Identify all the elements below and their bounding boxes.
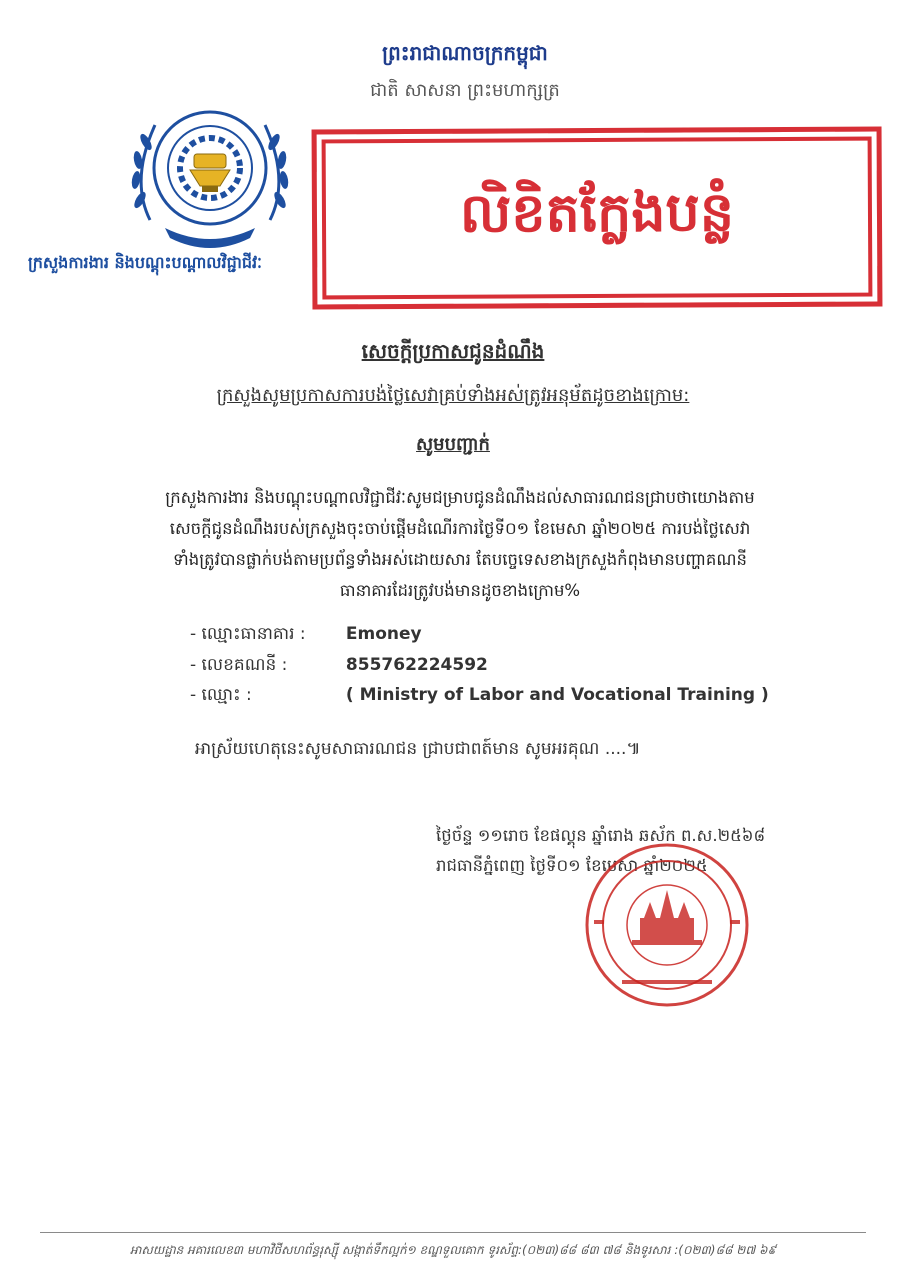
national-motto: ជាតិ សាសនា ព្រះមហាក្សត្រ (370, 80, 560, 101)
account-name-label: - ឈ្មោះ : (190, 685, 252, 705)
body-line: ធានាគារដែរត្រូវបង់មានដូចខាងក្រោម% (339, 581, 581, 600)
ministry-name: ក្រសួងការងារ និងបណ្តុះបណ្តាលវិជ្ជាជីវៈ (28, 253, 262, 272)
bank-name-label: - ឈ្មោះធានាគារ : (190, 624, 306, 644)
footer-address: អាសយដ្ឋាន អគារលេខ៣ មហាវិថីសហព័ន្ធរុស្ស៊ី សង្កាត់ទឹកល្អក់១ ខណ្ឌទួលគោក ទូរស័ព្ទ:(០២៣)៨៨ ៨៣ ៧៨ និងទូរសារ :(០២៣)៨៨ ២៧ ៦៩ (129, 1243, 777, 1257)
body-line: សេចក្តីជូនដំណឹងរបស់ក្រសួងចុះចាប់ផ្តើមដំណើរការថ្ងៃទី០១ ខែមេសា ឆ្នាំ២០២៥ ការបង់ថ្លៃសេវា (169, 519, 751, 538)
footer-divider (40, 1232, 866, 1233)
notice-heading: សូមបញ្ជាក់ (416, 434, 490, 455)
notice-title: សេចក្តីប្រកាសជូនដំណឹង (361, 339, 545, 363)
closing-statement: អាស្រ័យហេតុនេះសូមសាធារណជន ជ្រាបជាពត៍មាន សូមអរគុណ ....៕ (195, 739, 641, 759)
official-seal (572, 840, 772, 1010)
kingdom-title: ព្រះរាជាណាចក្រកម្ពុជា (382, 41, 548, 65)
fake-document-stamp: លិខិតក្លែងបន្លំ (312, 127, 883, 310)
bank-name-row (190, 623, 422, 648)
account-name-value: ( Ministry of Labor and Vocational Training ) (345, 685, 769, 705)
bank-name-value: Emoney (345, 624, 422, 644)
account-number-value: 855762224592 (345, 655, 488, 675)
body-line: ទាំងត្រូវបានផ្លាក់បង់តាមប្រព័ន្ធទាំងអស់ដោយសារ តែបច្ចេទេសខាងក្រសួងកំពុងមានបញ្ហាគណនី (173, 550, 747, 569)
ministry-logo (110, 90, 310, 260)
body-line: ក្រសួងការងារ និងបណ្តុះបណ្តាលវិជ្ជាជីវៈសូមជម្រាបជូនដំណឹងដល់សាធារណជនជ្រាបថាយោងតាម (165, 488, 755, 507)
notice-subtitle: ក្រសួងសូមប្រកាសការបង់ថ្លៃសេវាគ្រប់ទាំងអស់ត្រូវអនុម័តដូចខាងក្រោម: (216, 385, 690, 406)
account-number-label: - លេខគណនី : (190, 655, 288, 675)
account-number-row (190, 654, 488, 679)
lunar-date: ថ្ងៃច័ន្ទ ១១រោច ខែផល្គុន ឆ្នាំរោង ឆស័ក ព.ស.២៥៦៨ (436, 826, 766, 845)
notice-body (70, 482, 850, 606)
account-name-row (190, 684, 769, 709)
place-date: រាជធានីភ្នំពេញ ថ្ងៃទី០១ ខែមេសា ឆ្នាំ២០២៥ (436, 856, 708, 875)
